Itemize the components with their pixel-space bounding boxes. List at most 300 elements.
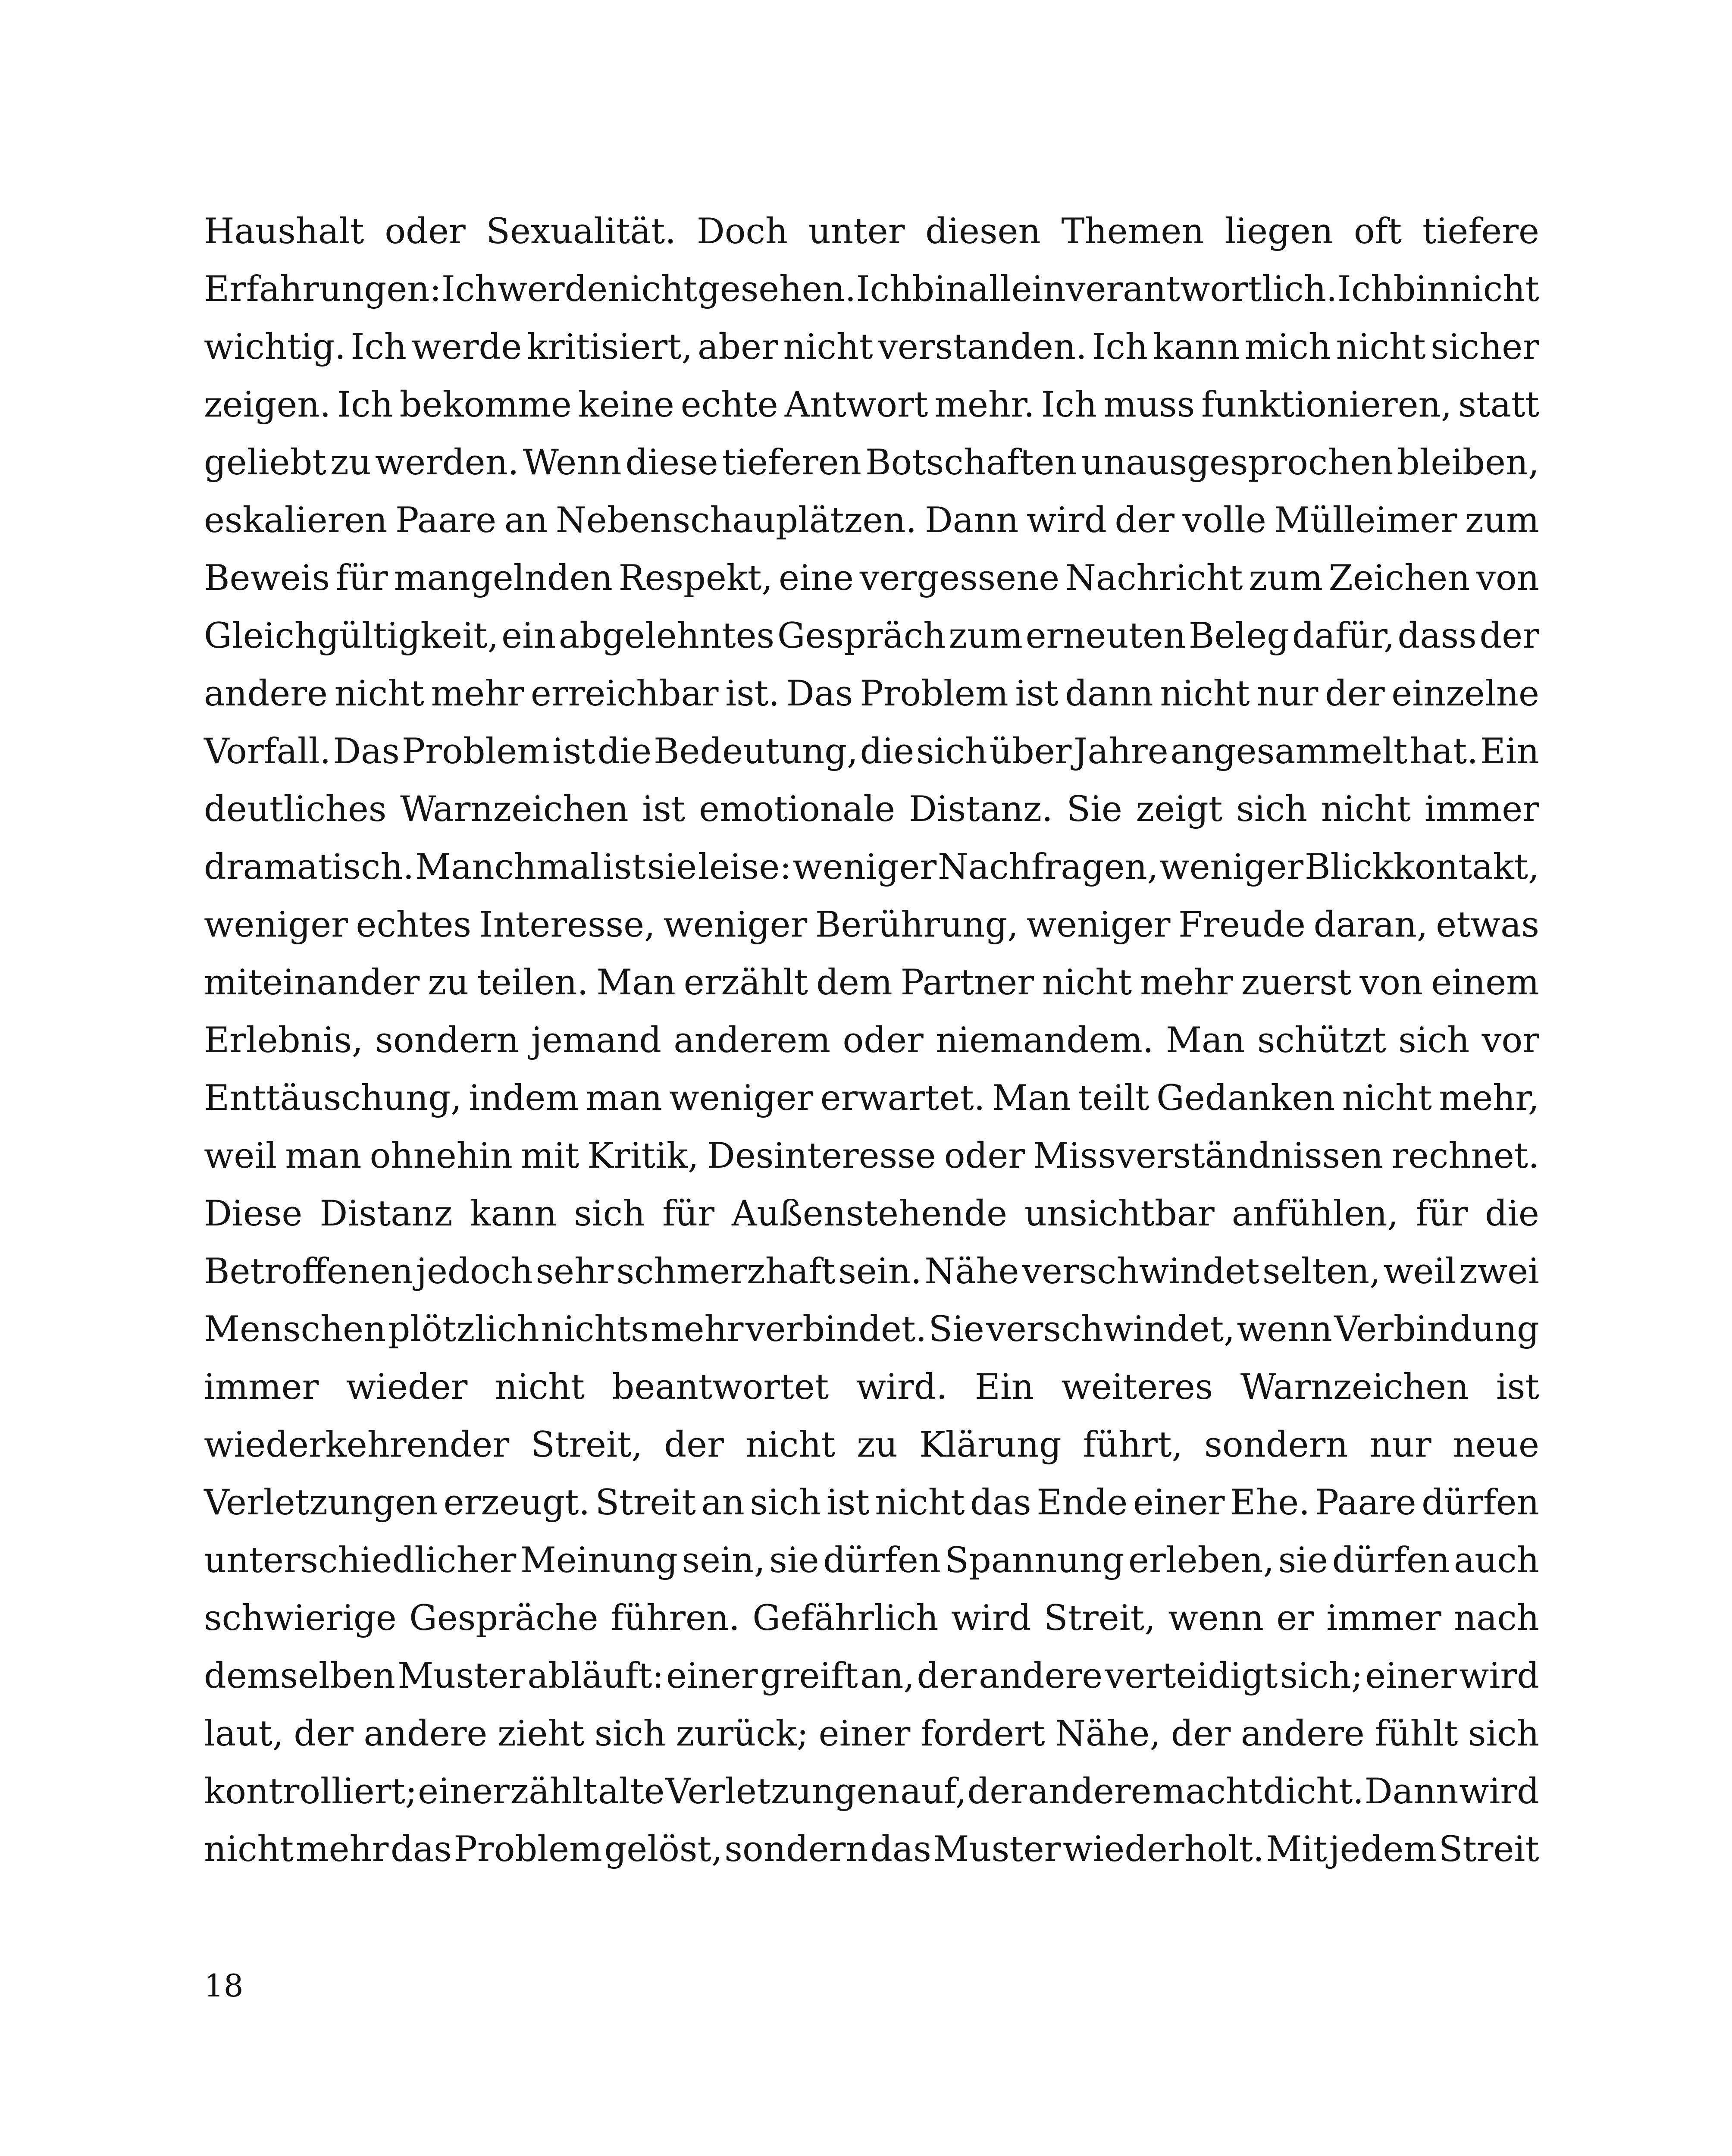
word: plötzlich	[388, 1309, 539, 1350]
word: fühlt	[1375, 1714, 1458, 1754]
word: nicht	[1449, 269, 1539, 310]
word: zurück;	[676, 1714, 809, 1754]
word: wird	[951, 1598, 1031, 1639]
word: mit	[520, 1136, 579, 1176]
word: zieht	[498, 1714, 585, 1754]
word: sie	[647, 847, 697, 887]
text-line	[204, 954, 1539, 1012]
word: ist	[1496, 1367, 1539, 1407]
word: weniger	[792, 847, 937, 887]
page-number: 18	[204, 1968, 244, 2004]
word: werden.	[375, 442, 519, 483]
word: dürfen	[1332, 1540, 1450, 1581]
word: Gefährlich	[752, 1598, 939, 1639]
word: macht	[1152, 1771, 1262, 1812]
word: zu	[857, 1425, 898, 1465]
word: anfühlen,	[1231, 1194, 1399, 1234]
word: abgelehntes	[558, 616, 775, 656]
word: Streit	[1438, 1829, 1539, 1870]
word: mehr	[650, 1309, 744, 1350]
word: der	[917, 1656, 977, 1696]
word: vor	[1481, 1020, 1539, 1061]
text-line	[204, 723, 1539, 780]
word: beantwortet	[612, 1367, 829, 1407]
word: ist	[602, 847, 646, 887]
word: nicht	[334, 674, 424, 714]
word: echte	[680, 385, 778, 425]
word: verschwindet	[1022, 1251, 1260, 1292]
word: angesammelt	[1170, 731, 1408, 772]
word: oder	[385, 211, 466, 252]
word: Meinung	[520, 1540, 678, 1581]
word: verantwortlich.	[1065, 269, 1337, 310]
word: Missverständnissen	[1033, 1136, 1384, 1176]
word: gelöst,	[604, 1829, 723, 1870]
word: Nähe	[924, 1251, 1019, 1292]
word: Gleichgültigkeit,	[204, 616, 499, 656]
word: Manchmal	[415, 847, 602, 887]
word: Sexualität.	[486, 211, 677, 252]
word: eine	[779, 558, 854, 599]
word: werde	[497, 269, 608, 310]
word: Enttäuschung,	[204, 1078, 462, 1119]
word: Ein	[1480, 731, 1539, 772]
word: Erfahrungen:	[204, 269, 442, 310]
word: schützt	[1257, 1020, 1386, 1061]
word: demselben	[204, 1656, 395, 1696]
word: funktionieren,	[1201, 385, 1452, 425]
word: echtes	[356, 905, 472, 945]
word: miteinander	[204, 962, 420, 1003]
word: Ich	[441, 269, 498, 310]
word: Distanz.	[908, 789, 1053, 830]
word: weniger	[204, 905, 348, 945]
text-line	[204, 838, 1539, 896]
body-text	[204, 203, 1539, 1878]
word: weniger	[1159, 847, 1304, 887]
text-line	[204, 1185, 1539, 1243]
word: für	[662, 1194, 715, 1234]
word: Muster	[933, 1829, 1061, 1870]
word: Erlebnis,	[204, 1020, 363, 1061]
word: dafür,	[1292, 616, 1395, 656]
text-line	[204, 1416, 1539, 1474]
word: er	[1276, 1598, 1314, 1639]
word: von	[1359, 962, 1423, 1003]
word: Respekt,	[618, 558, 773, 599]
word: wird	[1459, 1656, 1539, 1696]
text-line	[204, 665, 1539, 723]
word: wieder	[346, 1367, 468, 1407]
text-line	[204, 434, 1539, 492]
word: bekomme	[399, 385, 572, 425]
word: einer	[1133, 1482, 1225, 1523]
word: zeigen.	[204, 385, 331, 425]
word: einer	[666, 1656, 758, 1696]
word: zählt	[510, 1771, 598, 1812]
word: ist	[642, 789, 686, 830]
word: Themen	[1061, 211, 1204, 252]
word: nicht	[1342, 1078, 1432, 1119]
word: vergessene	[859, 558, 1060, 599]
word: sich;	[1280, 1656, 1363, 1696]
word: Gespräche	[409, 1598, 598, 1639]
word: nicht	[608, 269, 698, 310]
word: Antwort	[784, 385, 928, 425]
word: sie	[769, 1540, 819, 1581]
text-line	[204, 260, 1539, 318]
word: Sie	[1066, 789, 1122, 830]
word: sicher	[1431, 327, 1539, 367]
word: Spannung	[945, 1540, 1124, 1581]
word: Ein	[974, 1367, 1034, 1407]
text-line	[204, 1705, 1539, 1763]
word: Problem	[454, 1829, 602, 1870]
word: Gespräch	[777, 616, 946, 656]
word: ist.	[725, 674, 780, 714]
word: Nebenschauplätzen.	[555, 500, 917, 541]
word: der	[1115, 500, 1175, 541]
word: sich	[574, 1194, 645, 1234]
word: nicht	[1042, 962, 1132, 1003]
text-line	[204, 1012, 1539, 1069]
word: volle	[1182, 500, 1266, 541]
text-line	[204, 318, 1539, 376]
word: Dann	[1364, 1771, 1459, 1812]
word: jedoch	[416, 1251, 533, 1292]
word: dem	[816, 962, 893, 1003]
word: Ich	[1092, 327, 1148, 367]
word: schmerzhaft	[616, 1251, 836, 1292]
word: daran,	[1313, 905, 1428, 945]
word: dürfen	[823, 1540, 941, 1581]
word: andere	[1027, 1771, 1152, 1812]
text-line	[204, 1358, 1539, 1416]
word: zwei	[1459, 1251, 1539, 1292]
word: Warnzeichen	[1240, 1367, 1469, 1407]
word: rechnet.	[1391, 1136, 1539, 1176]
word: Desinteresse	[707, 1136, 936, 1176]
text-line	[204, 607, 1539, 665]
text-line	[204, 1300, 1539, 1358]
word: Botschaften	[865, 442, 1077, 483]
word: weil	[204, 1136, 277, 1176]
text-line	[204, 549, 1539, 607]
word: zu	[428, 962, 469, 1003]
word: sich	[916, 731, 987, 772]
text-line	[204, 1589, 1539, 1647]
word: Beleg	[1188, 616, 1290, 656]
word: Streit,	[531, 1425, 643, 1465]
word: laut,	[204, 1714, 284, 1754]
word: Ich	[337, 385, 393, 425]
word: Ende	[1037, 1482, 1128, 1523]
word: selten,	[1262, 1251, 1381, 1292]
word: dass	[1397, 616, 1477, 656]
word: zum	[1249, 558, 1323, 599]
word: mich	[1244, 327, 1331, 367]
word: nicht	[1321, 789, 1411, 830]
text-line	[204, 780, 1539, 838]
word: unterschiedlicher	[204, 1540, 517, 1581]
word: einzelne	[1391, 674, 1539, 714]
text-line	[204, 1532, 1539, 1589]
word: Verletzungen	[665, 1771, 900, 1812]
word: neue	[1453, 1425, 1539, 1465]
word: diesen	[925, 211, 1041, 252]
word: Vorfall.	[204, 731, 331, 772]
word: ohnehin	[370, 1136, 513, 1176]
word: der	[1325, 674, 1385, 714]
word: Nähe,	[1055, 1714, 1161, 1754]
word: Man	[596, 962, 676, 1003]
word: nach	[1453, 1598, 1539, 1639]
text-line	[204, 492, 1539, 549]
word: bleiben,	[1397, 442, 1539, 483]
word: Berührung,	[815, 905, 1019, 945]
word: tiefere	[1422, 211, 1539, 252]
word: Nachricht	[1065, 558, 1243, 599]
word: emotionale	[699, 789, 896, 830]
word: ist	[1015, 674, 1059, 714]
word: dürfen	[1422, 1482, 1539, 1523]
word: nicht	[783, 327, 873, 367]
word: Distanz	[319, 1194, 453, 1234]
word: das	[870, 1829, 931, 1870]
word: die	[860, 731, 915, 772]
word: gesehen.	[697, 269, 856, 310]
word: Warnzeichen	[400, 789, 629, 830]
word: auf,	[900, 1771, 967, 1812]
word: zuerst	[1241, 962, 1352, 1003]
word: Jahre	[1074, 731, 1168, 772]
word: die	[597, 731, 652, 772]
word: alte	[598, 1771, 665, 1812]
word: immer	[1326, 1598, 1441, 1639]
text-line	[204, 1821, 1539, 1878]
word: immer	[1424, 789, 1539, 830]
word: Streit,	[1044, 1598, 1156, 1639]
word: weiteres	[1061, 1367, 1213, 1407]
word: Sie	[928, 1309, 984, 1350]
text-line	[204, 1069, 1539, 1127]
word: teilen.	[477, 962, 589, 1003]
word: Betroffenen	[204, 1251, 413, 1292]
word: Verbindung	[1334, 1309, 1539, 1350]
word: kann	[1153, 327, 1240, 367]
word: erneuten	[1025, 616, 1186, 656]
word: sie	[1278, 1540, 1328, 1581]
word: Mülleimer	[1274, 500, 1457, 541]
word: Diese	[204, 1194, 303, 1234]
word: mehr.	[934, 385, 1035, 425]
word: fordert	[920, 1714, 1045, 1754]
word: sich	[750, 1482, 821, 1523]
word: mehr	[431, 674, 524, 714]
word: niemandem.	[936, 1020, 1154, 1061]
word: wird	[1459, 1771, 1539, 1812]
word: weniger	[1026, 905, 1171, 945]
word: nicht	[1336, 327, 1426, 367]
word: Blickkontakt,	[1304, 847, 1539, 887]
word: einer	[818, 1714, 911, 1754]
word: wiederkehrender	[204, 1425, 510, 1465]
word: erzählt	[683, 962, 808, 1003]
word: das	[391, 1829, 452, 1870]
word: jedem	[1329, 1829, 1437, 1870]
word: anderem	[673, 1020, 831, 1061]
word: Mit	[1266, 1829, 1327, 1870]
word: verteidigt	[1105, 1656, 1278, 1696]
word: erleben,	[1128, 1540, 1275, 1581]
word: Wenn	[523, 442, 622, 483]
word: aber	[697, 327, 778, 367]
word: Partner	[900, 962, 1034, 1003]
word: Dann	[924, 500, 1019, 541]
word: sondern	[1204, 1425, 1348, 1465]
word: Freude	[1178, 905, 1306, 945]
word: unter	[808, 211, 905, 252]
word: bin	[1393, 269, 1450, 310]
word: Interesse,	[479, 905, 655, 945]
word: sehr	[536, 1251, 614, 1292]
word: der	[1171, 1714, 1231, 1754]
word: greift	[760, 1656, 858, 1696]
text-line	[204, 1243, 1539, 1300]
text-line	[204, 203, 1539, 260]
text-line	[204, 376, 1539, 434]
word: indem	[469, 1078, 579, 1119]
word: für	[336, 558, 388, 599]
word: sich	[1468, 1714, 1539, 1754]
word: oder	[843, 1020, 924, 1061]
word: Das	[333, 731, 400, 772]
word: Paare	[1315, 1482, 1416, 1523]
word: Problem	[401, 731, 551, 772]
word: statt	[1458, 385, 1539, 425]
word: das	[970, 1482, 1031, 1523]
word: einer	[418, 1771, 510, 1812]
word: unsichtbar	[1024, 1194, 1215, 1234]
word: sein.	[838, 1251, 922, 1292]
word: an	[701, 1482, 745, 1523]
word: weniger	[663, 905, 808, 945]
word: Beweis	[204, 558, 330, 599]
word: hat.	[1409, 731, 1478, 772]
word: Ich	[351, 327, 407, 367]
word: oft	[1353, 211, 1402, 252]
word: Haushalt	[204, 211, 364, 252]
word: sich	[1236, 789, 1308, 830]
word: muss	[1103, 385, 1195, 425]
word: teilt	[1078, 1078, 1149, 1119]
word: tieferen	[722, 442, 861, 483]
text-line	[204, 896, 1539, 954]
word: Das	[786, 674, 853, 714]
word: ist	[826, 1482, 870, 1523]
word: Man	[1166, 1020, 1245, 1061]
word: an,	[860, 1656, 915, 1696]
word: sondern	[724, 1829, 868, 1870]
word: nicht	[495, 1367, 585, 1407]
word: über	[989, 731, 1072, 772]
word: Muster	[398, 1656, 526, 1696]
word: dicht.	[1263, 1771, 1364, 1812]
word: sondern	[375, 1020, 519, 1061]
word: nicht	[1160, 674, 1250, 714]
word: mehr,	[1439, 1078, 1539, 1119]
word: kann	[470, 1194, 557, 1234]
word: der	[294, 1714, 354, 1754]
word: Ehe.	[1230, 1482, 1310, 1523]
word: führt,	[1083, 1425, 1183, 1465]
word: nur	[1369, 1425, 1431, 1465]
word: man	[285, 1136, 362, 1176]
word: von	[1476, 558, 1539, 599]
word: Klärung	[919, 1425, 1062, 1465]
word: Ich	[1041, 385, 1097, 425]
word: wenn	[1168, 1598, 1264, 1639]
word: wenn	[1237, 1309, 1332, 1350]
word: Ich	[1337, 269, 1394, 310]
word: zum	[1465, 500, 1539, 541]
word: zum	[949, 616, 1023, 656]
word: oder	[944, 1136, 1025, 1176]
word: andere	[979, 1656, 1103, 1696]
word: wird	[1027, 500, 1107, 541]
word: abläuft:	[527, 1656, 664, 1696]
word: Ich	[856, 269, 912, 310]
word: Doch	[696, 211, 788, 252]
word: erzeugt.	[443, 1482, 590, 1523]
text-line	[204, 1127, 1539, 1185]
word: mehr	[295, 1829, 389, 1870]
word: dann	[1065, 674, 1153, 714]
word: Paare	[395, 500, 497, 541]
word: geliebt	[204, 442, 326, 483]
word: schwierige	[204, 1598, 397, 1639]
word: andere	[1240, 1714, 1365, 1754]
word: andere	[363, 1714, 488, 1754]
text-line	[204, 1474, 1539, 1532]
word: mangelnden	[394, 558, 613, 599]
word: jemand	[531, 1020, 662, 1061]
word: erreichbar	[530, 674, 719, 714]
word: mehr	[1140, 962, 1233, 1003]
word: weniger	[669, 1078, 814, 1119]
word: ein	[501, 616, 556, 656]
word: wird.	[856, 1367, 948, 1407]
word: diese	[625, 442, 718, 483]
word: kontrolliert;	[204, 1771, 417, 1812]
word: bin	[912, 269, 968, 310]
word: führen.	[611, 1598, 740, 1639]
word: an	[504, 500, 548, 541]
word: zu	[330, 442, 371, 483]
word: nicht	[204, 1829, 294, 1870]
word: die	[1485, 1194, 1539, 1234]
word: liegen	[1225, 211, 1334, 252]
word: für	[1416, 1194, 1468, 1234]
word: immer	[204, 1367, 319, 1407]
word: erwartet.	[820, 1078, 985, 1119]
word: Man	[992, 1078, 1071, 1119]
word: der	[967, 1771, 1027, 1812]
word: nur	[1256, 674, 1319, 714]
word: Verletzungen	[204, 1482, 438, 1523]
word: kritisiert,	[526, 327, 693, 367]
word: weil	[1383, 1251, 1456, 1292]
